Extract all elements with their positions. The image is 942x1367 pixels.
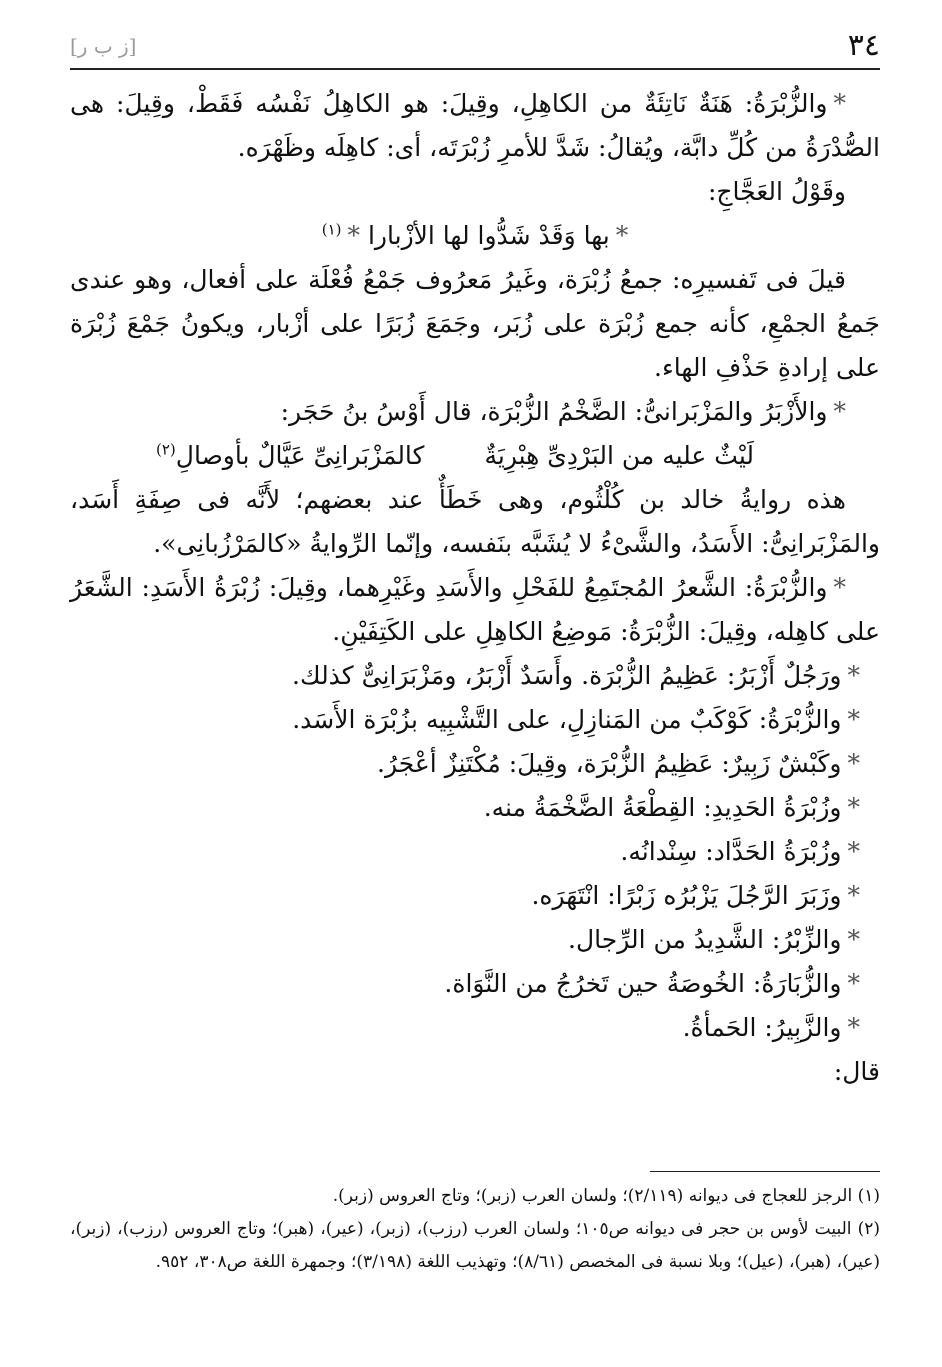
entry-star-icon: * [847,925,860,954]
paragraph-shaar: *والزُّبْرَةُ: الشَّعرُ المُجتَمِعُ للفَحْلِ والأَسَدِ وغَيْرِهما، وقِيلَ: زُبْرَةُ الأَسَدِ: الشَّعَرُ على كاهِله، وقِيلَ: الزُّبْرَةُ: مَوضِعُ الكاهِلِ على الكَتِفَيْنِ. [70,573,880,646]
footnote-ref-2: (٢) [156,440,176,459]
verse-hemistich-first: لَيْثٌ عليه من البَرْدِىِّ هِبْرِيَةٌ [484,441,754,470]
paragraph-ajjaj-intro: وقَوْلُ العَجَّاجِ: [708,177,846,206]
entry-star-icon: * [847,661,860,690]
entry-star-icon: * [847,837,860,866]
footnote-1: (١) الرجز للعجاج فى ديوانه (٢/١١٩)؛ ولسان العرب (زبر)؛ وتاج العروس (زبر). [332,1186,880,1206]
entry-star-icon: * [833,573,846,602]
paragraph-tafsir: قيلَ فى تَفسيرِه: جمعُ زُبْرَة، وغَيرُ مَعرُوف جَمْعُ فُعْلَة على أفعال، وهو عندى جَمعُ الجمْعِ، كأنه جمع زُبْرَة على زُبَر، وجَمَعَ زُبَرًا على أزْبار، ويكونُ جَمْعَ زُبْرَة على إرادةِ حَذْفِ الهاء. [70,265,880,382]
list-item: *والزُّبْرَةُ: كَوْكَبٌ من المَنازِلِ، على التَّشْبِيه بزُبْرَة الأَسَد. [292,705,860,734]
list-item: *والزِّبْرُ: الشَّدِيدُ من الرِّجال. [568,925,860,954]
entry-star-icon: * [347,221,361,250]
entry-star-icon: * [847,1013,860,1042]
main-text [70,82,880,1094]
entry-star-icon: * [847,705,860,734]
list-item: *ورَجُلٌ أَزْبَرُ: عَظِيمُ الزُّبْرَة. وأَسَدٌ أَزْبَرُ، ومَزْبَرَانِىٌّ كذلك. [292,661,860,690]
entry-star-icon: * [833,89,846,118]
entry-star-icon: * [847,881,860,910]
footnote-ref-1: (١) [321,220,342,239]
footnotes [70,1180,880,1279]
entry-list [70,654,880,1050]
list-item: *وزُبْرَةُ الحَدَّاد: سِنْدانُه. [620,837,860,866]
header-rule [70,68,880,70]
footnote-rule [650,1171,880,1172]
verse-aws [70,434,880,478]
verse-hemistich-second: كالمَزْبَرانِىِّ عَيَّالٌ بأوصالِ$^{(٢)}$ [156,440,425,470]
paragraph-zubra: *والزُّبْرَةُ: هَنَةٌ نَاتِئَةٌ من الكاهِلِ، وقِيلَ: هو الكاهِلُ نَفْسُه فَقَطْ، وقِيلَ: هى الصُّدْرَةُ من كُلِّ دابَّة، ويُقالُ: شَدَّ للأمرِ زُبْرَتَه، أى: كاهِلَه وظَهْرَه. [70,89,880,162]
entry-star-icon: * [847,969,860,998]
list-item: *وزَبَرَ الرَّجُلَ يَزْبُرُه زَبْرًا: انْتَهَرَه. [531,881,860,910]
entry-star-icon: * [847,749,860,778]
paragraph-riwaya: هذه روايةُ خالد بن كُلْثُوم، وهى خَطَأٌ عند بعضهم؛ لأَنَّه فى صِفَةِ أَسَد، والمَزْبَرانِىُّ: الأَسَدُ، والشَّىْءُ لا يُشَبَّه بنَفسه، وإنّما الرِّوايةُ «كالمَرْزُبانِى». [70,485,880,558]
entry-star-icon: * [615,221,629,250]
page-number: ٣٤ [847,28,880,63]
list-item: *والزُّبَارَةُ: الخُوصَةُ حين تَخرُجُ من النَّوَاة. [444,969,860,998]
root-header: [ز ب ر] [70,34,137,58]
paragraph-qala: قال: [833,1057,880,1086]
entry-star-icon: * [833,397,846,426]
list-item: *والزَّبِيرُ: الحَمأةُ. [682,1013,860,1042]
footnote-2: (٢) البيت لأوس بن حجر فى ديوانه ص١٠٥؛ ولسان العرب (رزب)، (زبر)، (عير)، (هبر)؛ وتاج العروس (رزب)، (زبر)، (عير)، (هبر)، (عيل)؛ وبلا نسبة فى المخصص (٨/٦١)؛ وتهذيب اللغة (٣/١٩٨)؛ وجمهرة اللغة ص٣٠٨، ٩٥٢. [70,1219,880,1272]
paragraph-azbar: *والأَزْبَرُ والمَزْبَرانىُّ: الضَّخْمُ الزُّبْرَة، قال أَوْسُ بنُ حَجَر: [280,397,846,426]
list-item: *وكَبْشٌ زَبِيرٌ: عَظِيمُ الزُّبْرَة، وقِيلَ: مُكْتَنِزٌ أعْجَرُ. [377,749,860,778]
verse-ajjaj: *بها وَقَدْ شَدُّوا لها الأزْبارا *$^{(١)}$ [321,220,629,250]
list-item: *وزُبْرَةُ الحَدِيدِ: القِطْعَةُ الضَّخْمَةُ منه. [483,793,860,822]
entry-star-icon: * [847,793,860,822]
